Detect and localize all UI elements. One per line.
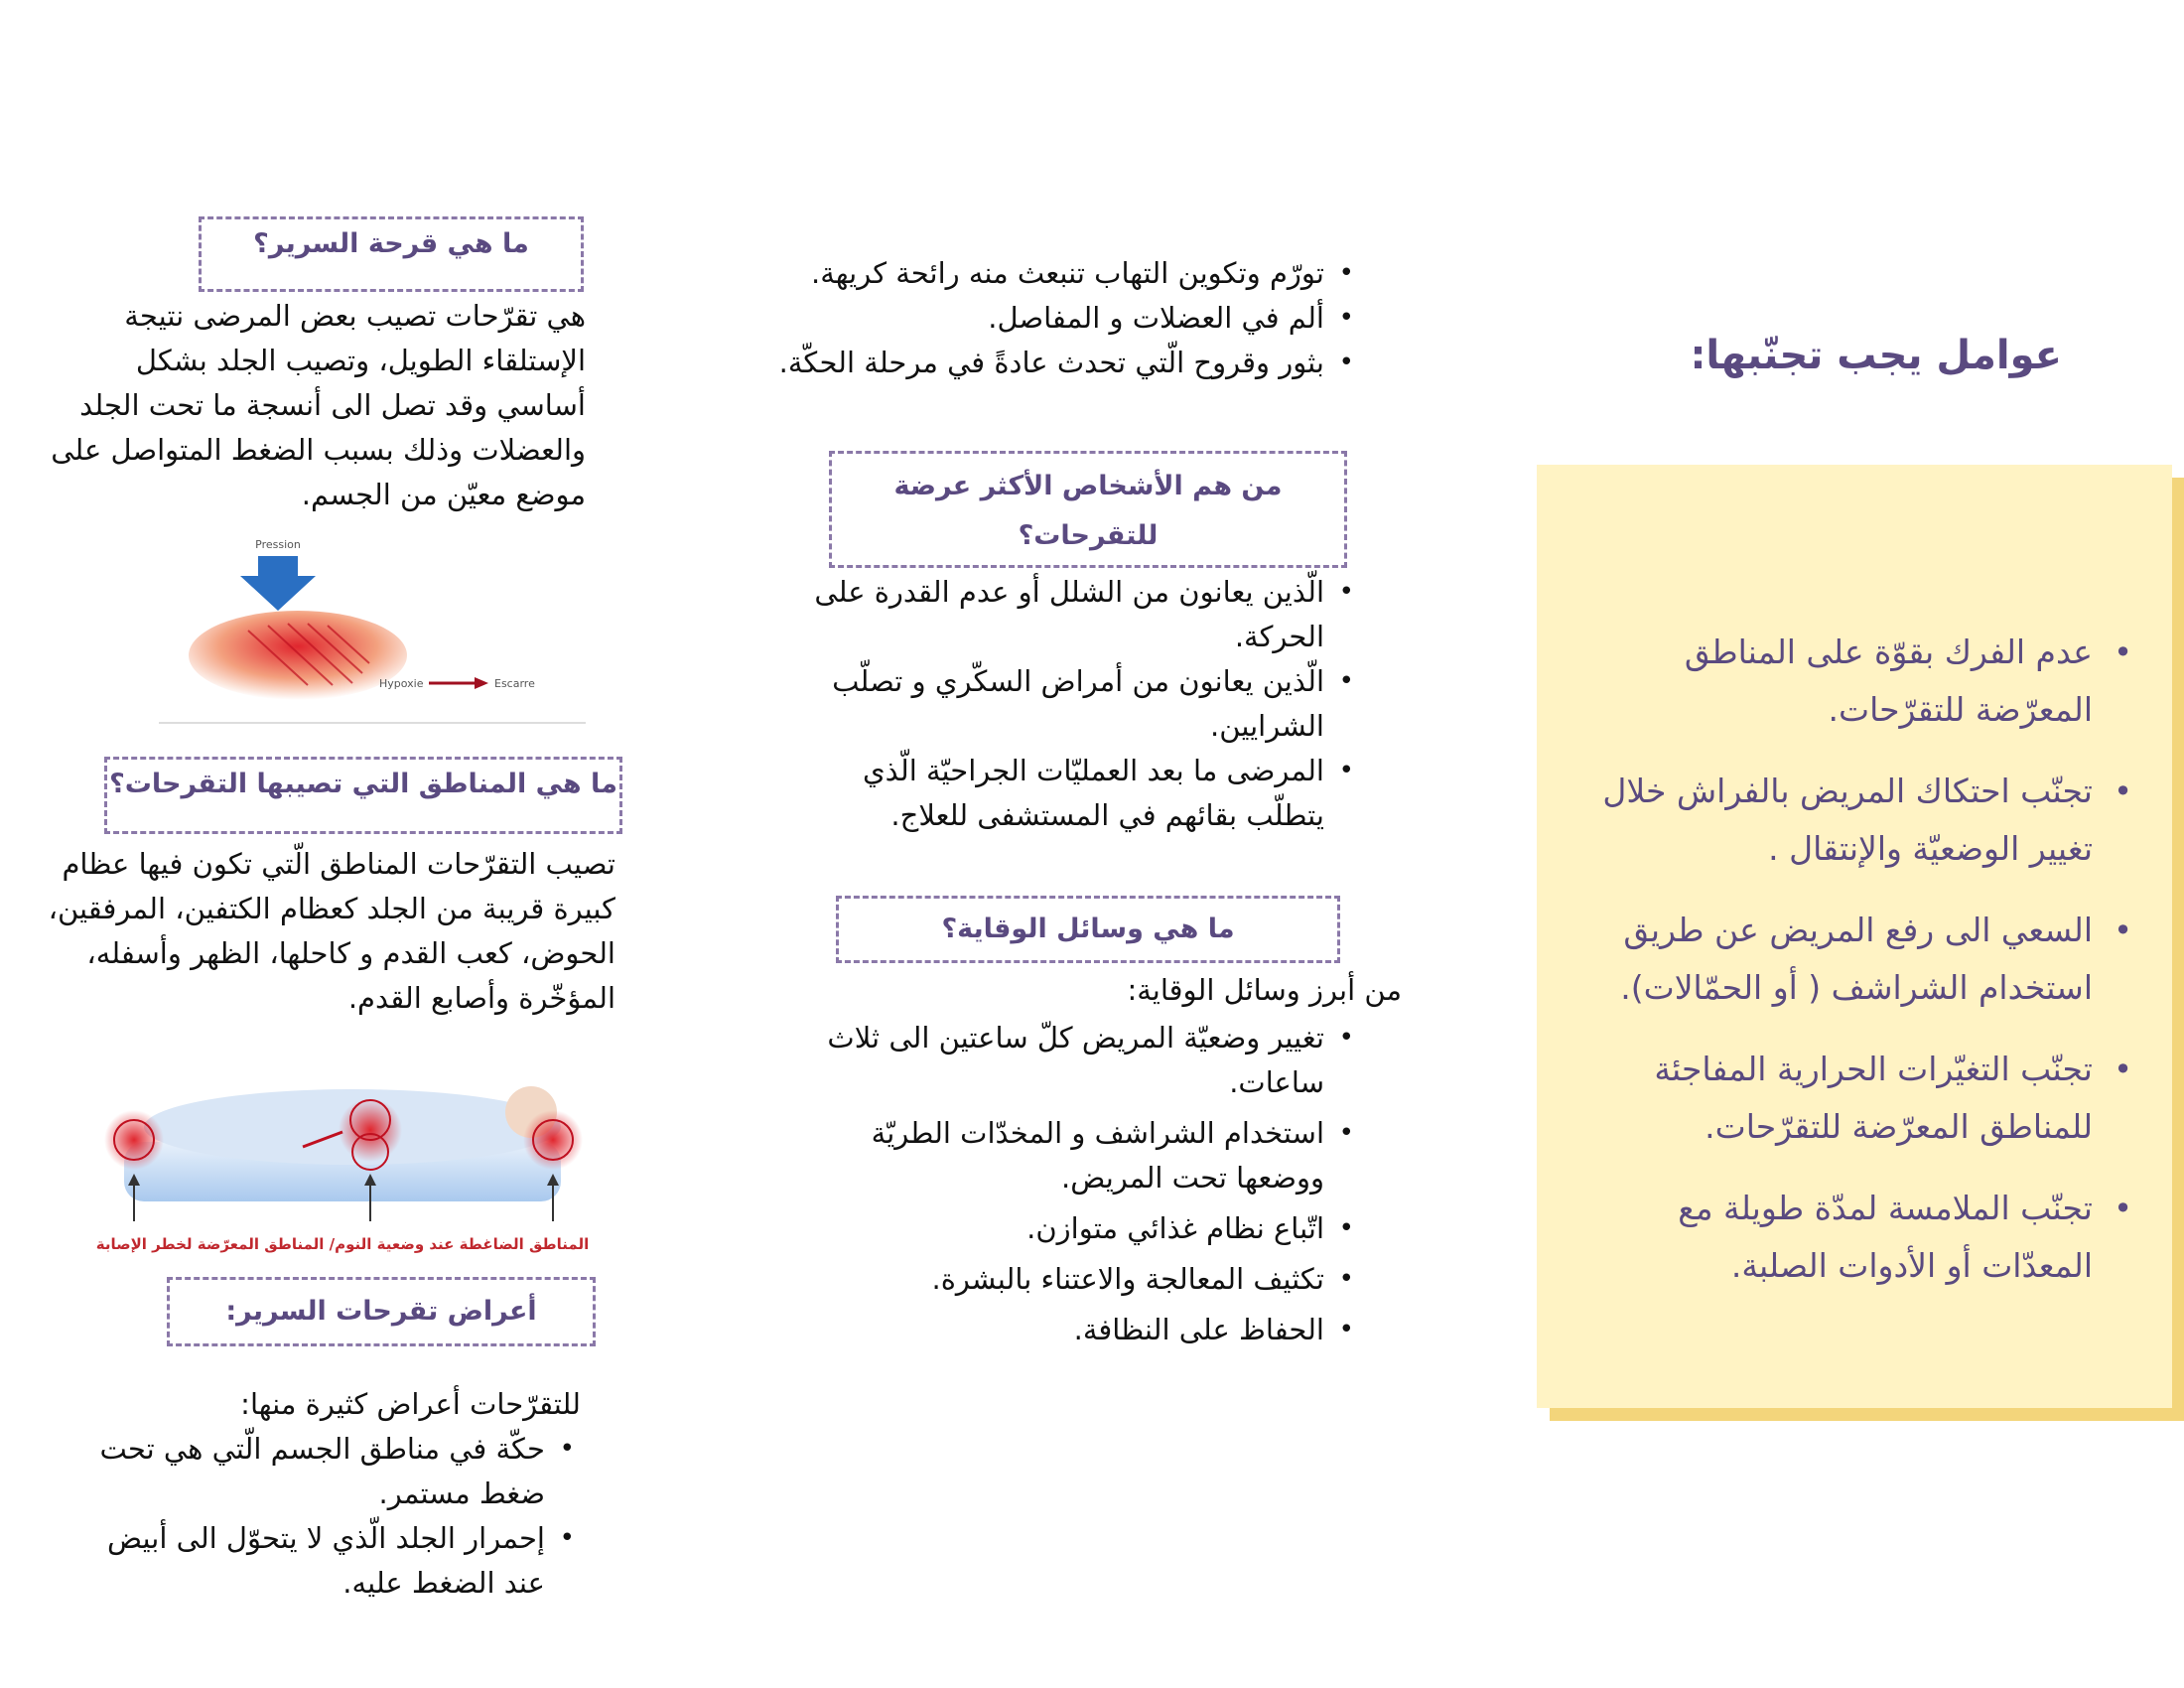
prevention-list-box <box>774 1016 1360 1352</box>
prevention-intro: من أبرز وسائل الوقاية: <box>1127 973 1402 1007</box>
list-item: • استخدام الشراشف و المخدّات الطريّة ووضعها تحت المريض. <box>774 1111 1360 1200</box>
list-item: • الحفاظ على النظافة. <box>774 1308 1360 1352</box>
what-is-title-box <box>199 216 584 292</box>
escarre-label: Escarre <box>494 677 535 690</box>
wound-area <box>189 611 407 700</box>
list-item: • بثور وقروح الّتي تحدث عادةً في مرحلة الحكّة. <box>764 341 1360 385</box>
prevention-title: ما هي وسائل الوقاية؟ <box>941 914 1235 944</box>
arrow-head <box>475 677 488 689</box>
body-figure-caption: المناطق الضاغطة عند وضعية النوم/ المناطق المعرّضة لخطر الإصابة <box>95 1235 590 1253</box>
what-is-title: ما هي قرحة السرير؟ <box>253 228 529 259</box>
symptoms-intro: للتقرّحات أعراض كثيرة منها: <box>240 1387 581 1421</box>
list-item: • تجنّب التغيّرات الحرارية المفاجئة للمناطق المعرّضة للتقرّحات. <box>1559 1041 2144 1156</box>
list-item: • اتّباع نظام غذائي متوازن. <box>774 1206 1360 1251</box>
list-item: • الّذين يعانون من أمراض السكّري و تصلّب الشرايين. <box>799 659 1360 749</box>
list-item: • عدم الفرك بقوّة على المناطق المعرّضة للتقرّحات. <box>1559 624 2144 739</box>
pressure-figure <box>159 536 586 725</box>
what-is-text: هي تقرّحات تصيب بعض المرضى نتيجة الإستلقاء الطويل، وتصيب الجلد بشكل أساسي وقد تصل الى أنسجة ما تحت الجلد والعضلات وذلك بسبب الضغط المتواصل على موضع معيّن من الجسم. <box>51 299 586 511</box>
list-item: • السعي الى رفع المريض عن طريق استخدام الشراشف ( أو الحمّالات). <box>1559 902 2144 1017</box>
risk-list <box>799 570 1360 838</box>
prevention-title-box <box>836 896 1340 963</box>
list-item: • تورّم وتكوين التهاب تنبعث منه رائحة كريهة. <box>764 251 1360 296</box>
avoid-title: عوامل يجب تجنّبها: <box>1690 333 2062 378</box>
symptoms-list-box <box>69 1427 581 1606</box>
symptoms-cont-list <box>764 251 1360 385</box>
pressure-point-sacrum <box>339 1098 402 1162</box>
symptoms-title: أعراض تقرحات السرير: <box>225 1296 537 1327</box>
pression-label: Pression <box>255 538 301 551</box>
list-item: • تكثيف المعالجة والاعتناء بالبشرة. <box>774 1257 1360 1302</box>
list-item: • تجنّب الملامسة لمدّة طويلة مع المعدّات أو الأدوات الصلبة. <box>1559 1180 2144 1295</box>
list-item: • حكّة في مناطق الجسم الّتي هي تحت ضغط مستمر. <box>69 1427 581 1516</box>
list-item: • إحمرار الجلد الّذي لا يتحوّل الى أبيض عند الضغط عليه. <box>69 1516 581 1606</box>
avoid-box <box>1537 465 2172 1408</box>
symptoms-cont-box <box>764 251 1360 385</box>
list-item: • تغيير وضعيّة المريض كلّ ساعتين الى ثلاث ساعات. <box>774 1016 1360 1105</box>
areas-text: تصيب التقرّحات المناطق الّتي تكون فيها عظام كبيرة قريبة من الجلد كعظام الكتفين، المرفقين، الحوض، كعب القدم و كاحلها، الظهر وأسفله، المؤخّرة وأصابع القدم. <box>48 847 615 1015</box>
body-figure <box>94 1053 591 1261</box>
risk-title-box <box>829 451 1347 568</box>
pressure-arrow <box>240 556 316 611</box>
list-item: • الّذين يعانون من الشلل أو عدم القدرة على الحركة. <box>799 570 1360 659</box>
risk-title: من هم الأشخاص الأكثر عرضة للتقرحات؟ <box>893 471 1283 551</box>
avoid-list-box <box>1559 624 2144 1319</box>
list-item: • المرضى ما بعد العمليّات الجراحيّة الّذي يتطلّب بقائهم في المستشفى للعلاج. <box>799 749 1360 838</box>
prevention-list <box>774 1016 1360 1352</box>
symptoms-list <box>69 1427 581 1606</box>
list-item: • ألم في العضلات و المفاصل. <box>764 296 1360 341</box>
hypoxie-label: Hypoxie <box>379 677 424 690</box>
avoid-list <box>1559 624 2144 1295</box>
symptoms-title-box <box>167 1277 596 1346</box>
risk-list-box <box>799 570 1360 838</box>
areas-title: ما هي المناطق التي تصيبها التقرحات؟ <box>109 769 617 799</box>
list-item: • تجنّب احتكاك المريض بالفراش خلال تغيير الوضعيّة والإنتقال . <box>1559 763 2144 878</box>
areas-title-box <box>104 757 622 834</box>
